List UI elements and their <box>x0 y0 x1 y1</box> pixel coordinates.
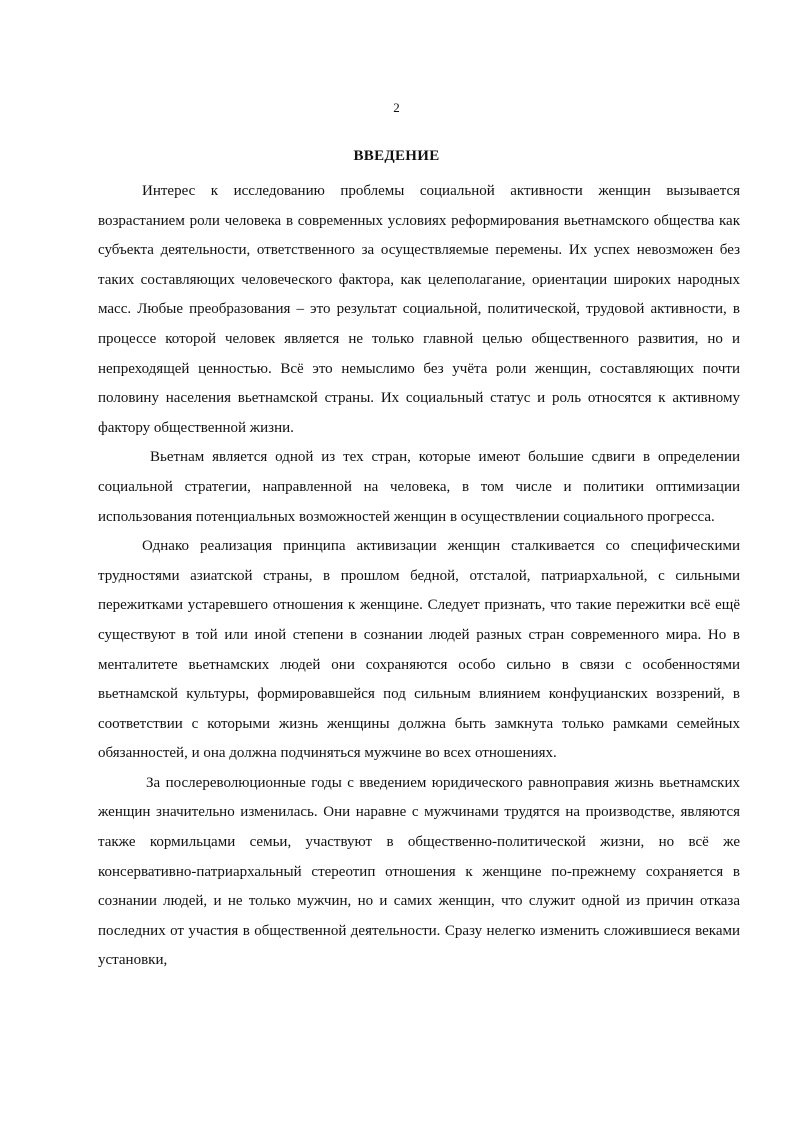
paragraph-1: Интерес к исследованию проблемы социальной активности женщин вызывается возрастанием роли человека в современных условиях реформирования вьетнамского общества как субъекта деятельности, ответственного за осуществляемые перемены. Их успех невозможен без таких составляющих человеческого фактора, как целеполагание, ориентации широких народных масс. Любые преобразования – это результат социальной, политической, трудовой активности, в процессе которой человек является не только главной целью общественного развития, но и непреходящей ценностью. Всё это немыслимо без учёта роли женщин, составляющих почти половину населения вьетнамской страны. Их социальный статус и роль относятся к активному фактору общественной жизни. <box>98 183 740 436</box>
paragraph-2: Вьетнам является одной из тех стран, которые имеют большие сдвиги в определении социальной стратегии, направленной на человека, в том числе и политики оптимизации использования потенциальных возможностей женщин в осуществлении социального прогресса. <box>98 449 740 525</box>
section-heading: ВВЕДЕНИЕ <box>353 148 440 164</box>
page-number: 2 <box>393 100 400 115</box>
paragraph-3: Однако реализация принципа активизации женщин сталкивается со специфическими трудностями азиатской страны, в прошлом бедной, отсталой, патриархальной, с сильными пережитками устаревшего отношения к женщине. Следует признать, что такие пережитки всё ещё существуют в той или иной степени в сознании людей разных стран современного мира. Но в менталитете вьетнамских людей они сохраняются особо сильно в связи с особенностями вьетнамской культуры, формировавшейся под сильным влиянием конфуцианских воззрений, в соответствии с которыми жизнь женщины должна быть замкнута только рамками семейных обязанностей, и она должна подчиняться мужчине во всех отношениях. <box>98 538 740 762</box>
body-text <box>98 177 740 976</box>
paragraph-4: За послереволюционные годы с введением юридического равноправия жизнь вьетнамских женщин значительно изменилась. Они наравне с мужчинами трудятся на производстве, являются также кормильцами семьи, участвуют в общественно-политической жизни, но всё же консервативно-патриархальный стереотип отношения к женщине по-прежнему сохраняется в сознании людей, и не только мужчин, но и самих женщин, что служит одной из причин отказа последних от участия в общественной деятельности. Сразу нелегко изменить сложившиеся веками установки, <box>98 774 740 969</box>
